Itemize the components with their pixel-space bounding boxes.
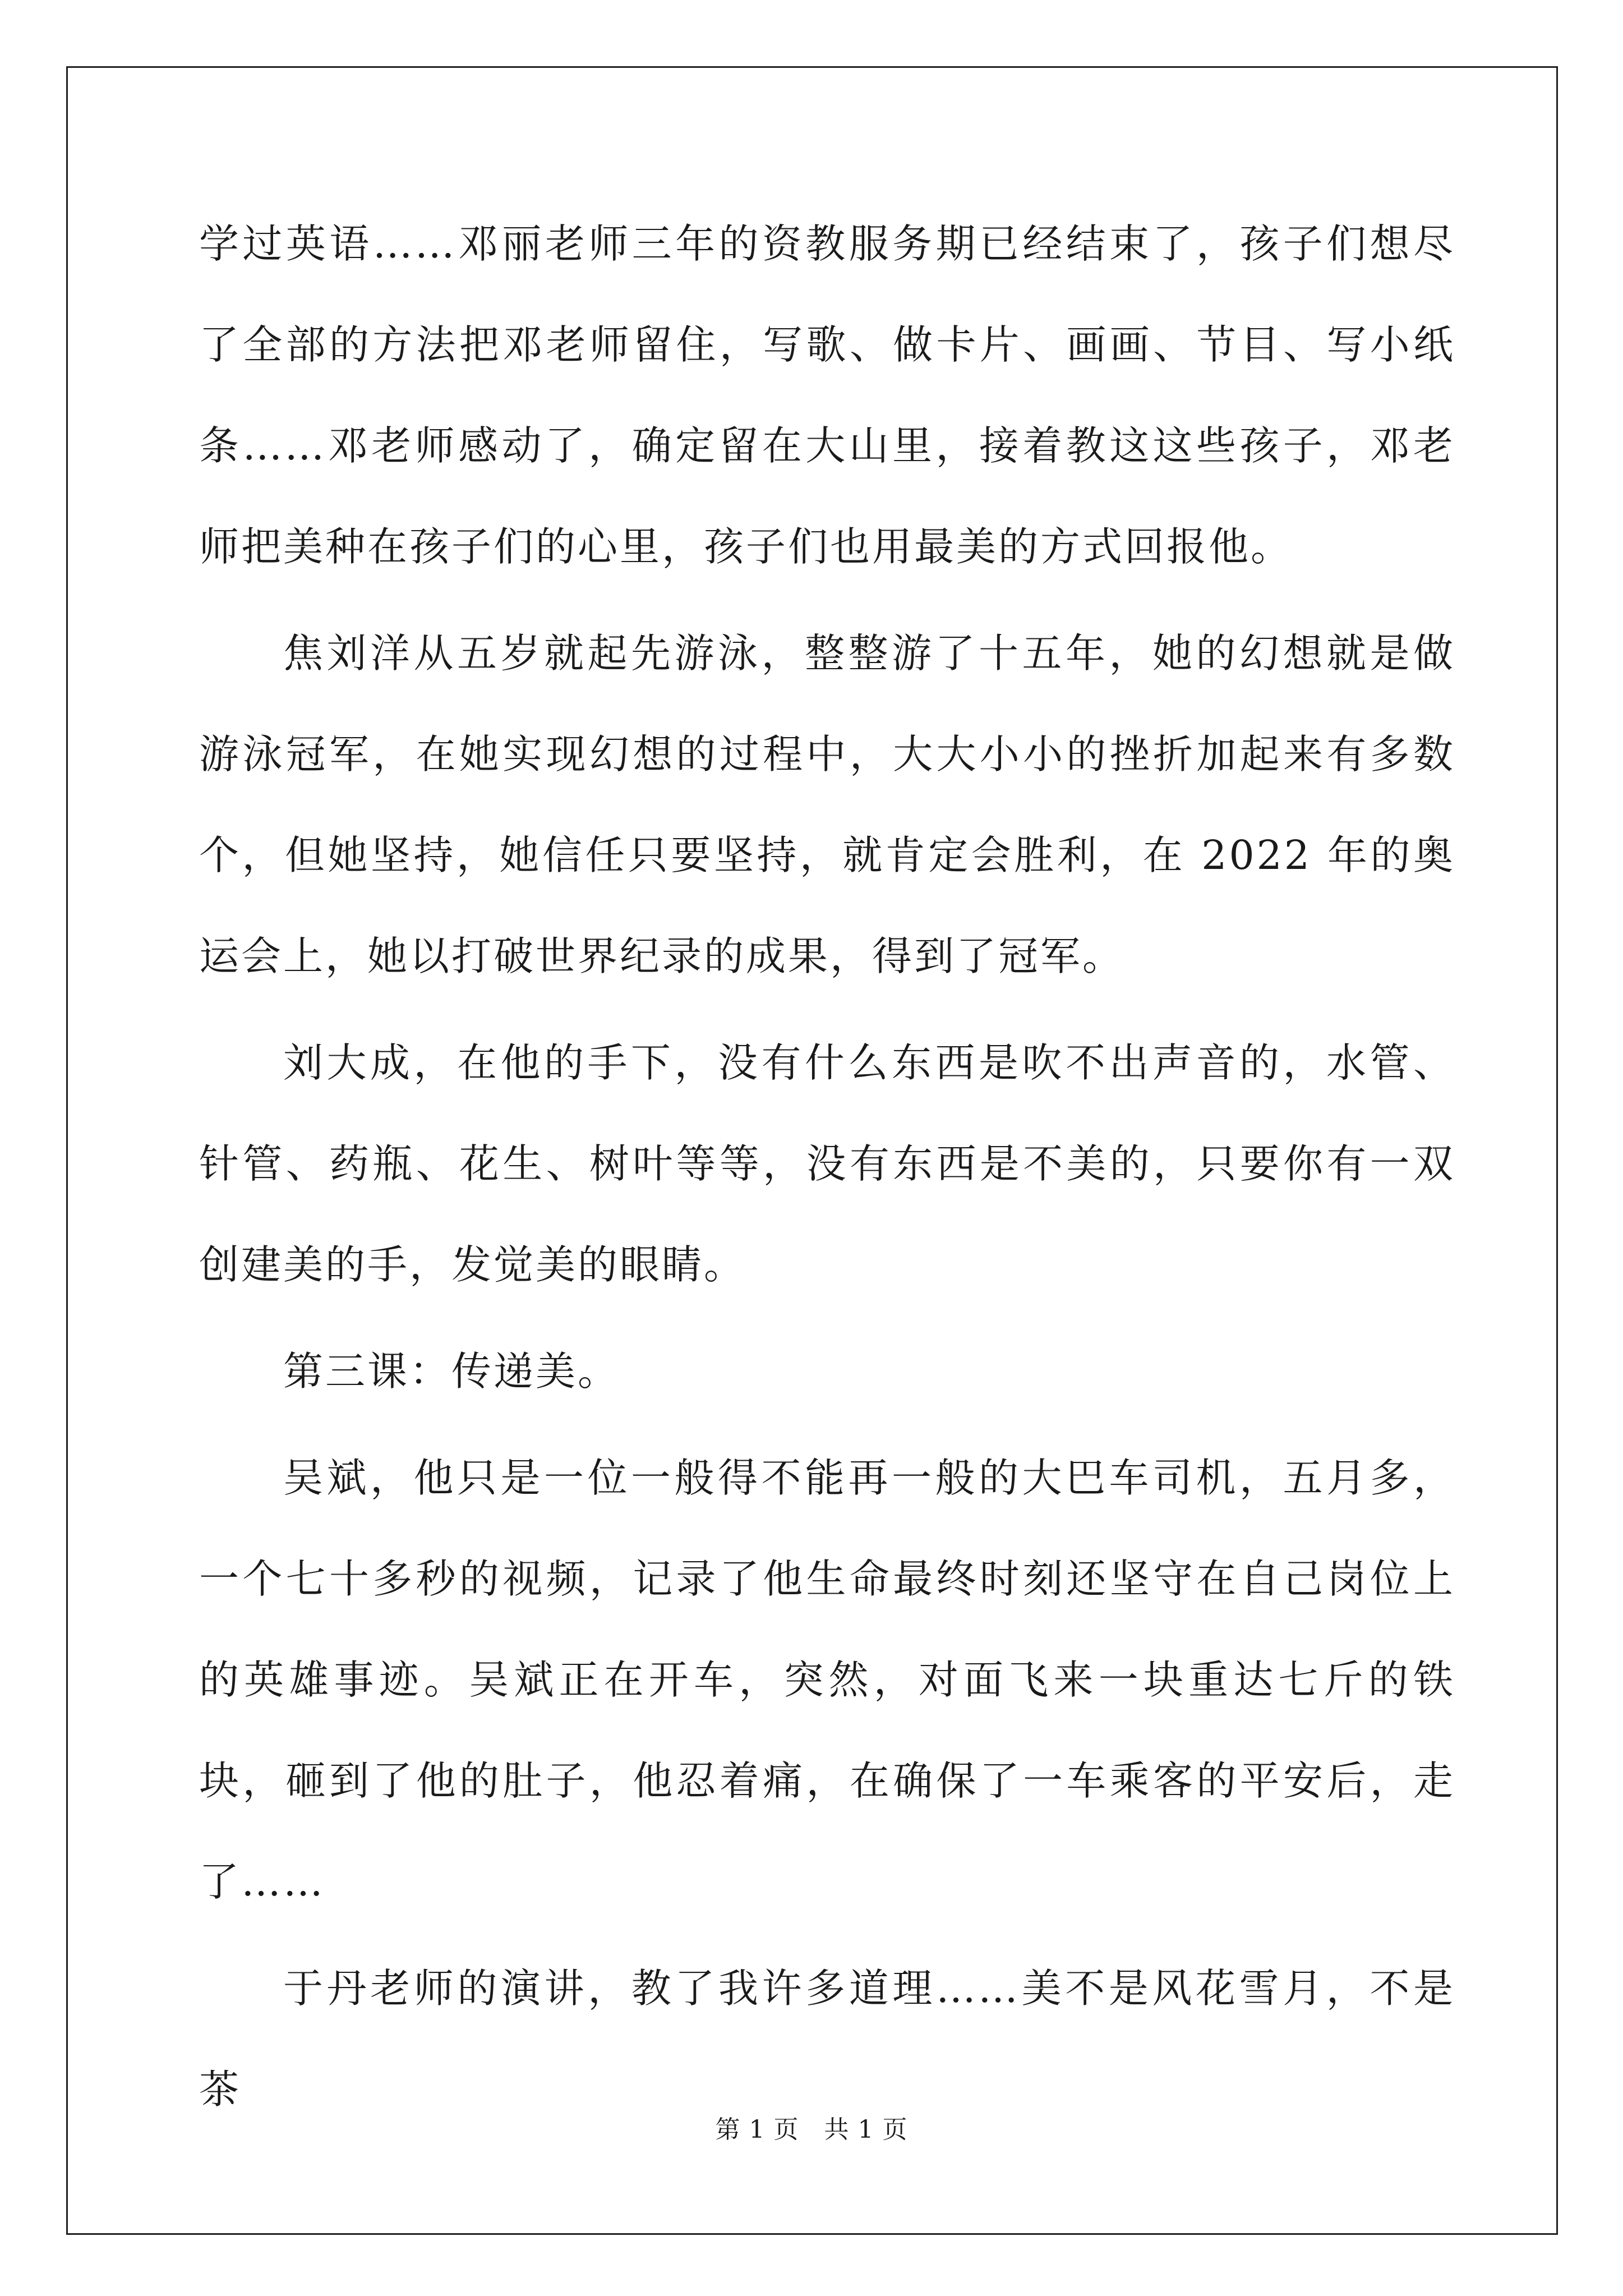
- paragraph-5: 吴斌，他只是一位一般得不能再一般的大巴车司机，五月多，一个七十多秒的视频，记录了他生命最终时刻还坚守在自己岗位上的英雄事迹。吴斌正在开车，突然，对面飞来一块重达七斤的铁块，砸到了他的肚子，他忍着痛，在确保了一车乘客的平安后，走了……: [199, 1455, 1455, 1905]
- paragraph-2: 焦刘洋从五岁就起先游泳，整整游了十五年，她的幻想就是做游泳冠军，在她实现幻想的过程中，大大小小的挫折加起来有多数个，但她坚持，她信任只要坚持，就肯定会胜利，在 2022 年的奥运会上，她以打破世界纪录的成果，得到了冠军。: [199, 630, 1455, 979]
- paragraph-1: 学过英语……邓丽老师三年的资教服务期已经结束了，孩子们想尽了全部的方法把邓老师留住，写歌、做卡片、画画、节目、写小纸条……邓老师感动了，确定留在大山里，接着教这这些孩子，邓老师把美种在孩子们的心里，孩子们也用最美的方式回报他。: [199, 220, 1455, 570]
- paragraph-3: 刘大成，在他的手下，没有什么东西是吹不出声音的，水管、针管、药瓶、花生、树叶等等，没有东西是不美的，只要你有一双创建美的手，发觉美的眼睛。: [199, 1039, 1455, 1288]
- page-footer: 第 1 页 共 1 页: [715, 2115, 908, 2144]
- paragraph-6: 于丹老师的演讲，教了我许多道理……美不是风花雪月，不是茶: [199, 1965, 1455, 2113]
- document-body: [199, 194, 1455, 2146]
- paragraph-4-heading: 第三课：传递美。: [283, 1348, 620, 1395]
